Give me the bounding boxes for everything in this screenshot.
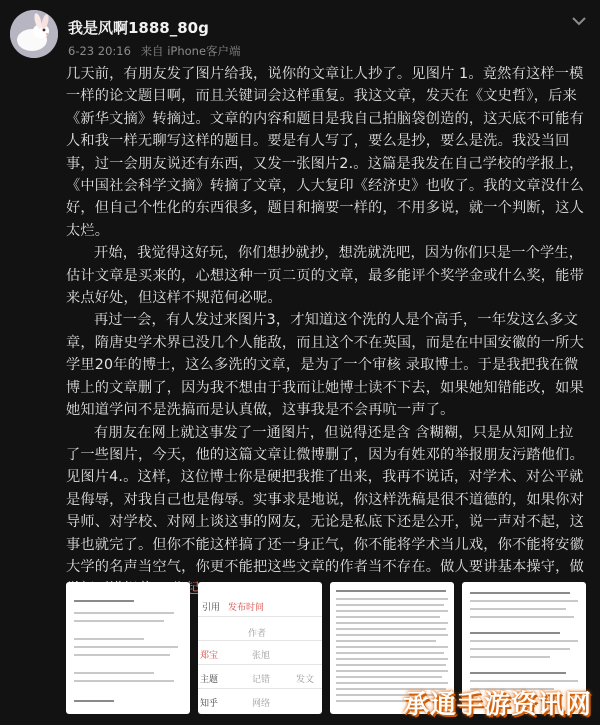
post-header (0, 0, 600, 62)
post-date: 6-23 20:16 (68, 44, 131, 58)
thumb-text: 主题 (200, 675, 219, 685)
post-paragraph-4 (66, 422, 586, 601)
thumb-text: 发布时间 (228, 603, 265, 613)
image-thumbnail-1[interactable] (66, 582, 190, 714)
thumb-text: 引用 (202, 603, 221, 613)
rabbit-avatar-icon (10, 10, 58, 58)
image-thumbnail-2[interactable] (198, 582, 322, 714)
avatar[interactable] (10, 10, 58, 58)
post-paragraph-1: 几天前，有朋友发了图片给我，说你的文章让人抄了。见图片 1。竟然有这样一模一样的论文题目啊，而且关键词会这样重复。我这文章，发天在《文史哲》，后来《新华文摘》转摘过。文章的内容和题目是我自己拍脑袋创造的，这天底不可能有人和我一样无聊写这样的题目。要是有人写了，要么是抄，要么是洗。我没当回事，过一会朋友说还有东西，又发一张图片2.。这篇是我发在自己学校的学报上，《中国社会科学文摘》转摘了文章，人大复印《经济史》也收了。我的文章没什么好，但自己个性化的东西很多，题目和摘要一样的，不用多说，就一个判断，这人太烂。 (66, 66, 584, 239)
post-source: 来自 iPhone客户端 (140, 44, 241, 58)
thumb-text: 记错 (252, 675, 271, 685)
thumb-text: 张旭 (252, 651, 271, 661)
thumb-text: 发文 (296, 675, 315, 685)
post-paragraph-4-text: 有朋友在网上就这事发了一通图片，但说得还是含 含糊糊，只是从知网上拉了一些图片，今天，他的这篇文章让微博删了，因为有姓邓的举报朋友污踏他们。见图片4.。这样，这位博士你是硬把我推了出来，我再不说话，对学术、对公平就是侮辱，对我自己也是侮辱。实事求是地说，你这样洗稿是很不道德的，如果你对导师、对学校、对网上谈这事的网友，无论是私底下还是公开，说一声对不起，这事也就完了。但你不能这样搞了还一身正气，你不能将学术当儿戏，你不能将安徽大学的名声当空气，你更不能把这些文章的作者当不存在。做人要讲基本操守，做 (66, 424, 584, 575)
username[interactable]: 我是风啊1888_80g (68, 19, 209, 37)
thumb-text: 郑宝 (200, 651, 219, 661)
thumb-text: 知乎 (200, 699, 219, 709)
thumb-text: 网络 (252, 699, 271, 709)
chevron-down-icon[interactable] (568, 10, 590, 32)
post-meta (68, 43, 247, 59)
post-paragraph-3: 再过一会，有人发过来图片3，才知道这个洗的人是个高手，一年发这么多文章，隋唐史学术界已没几个人能敌，而且这个不在英国，而是在中国安徽的一所大学里20年的博士，这么多洗的文章，是为了一个审核 录取博士。于是我把我在微博上的文章删了，因为我不想由于我而让她博士读不下去，如果她知错能改，如果她知道学问不是洗搞而是认真做，这事我是不会再吭一声了。 (66, 312, 584, 419)
post-body (66, 63, 586, 601)
watermark: 承通手游资讯网 (402, 690, 592, 720)
thumb-text: 作者 (248, 629, 267, 639)
post-paragraph-2: 开始，我觉得这好玩，你们想抄就抄，想洗就洗吧，因为你们只是一个学生，估计文章是买来的，心想这种一页二页的文章，最多能评个奖学金或什么奖，能带来点好处，但这样不规范何必呢。 (66, 245, 584, 307)
